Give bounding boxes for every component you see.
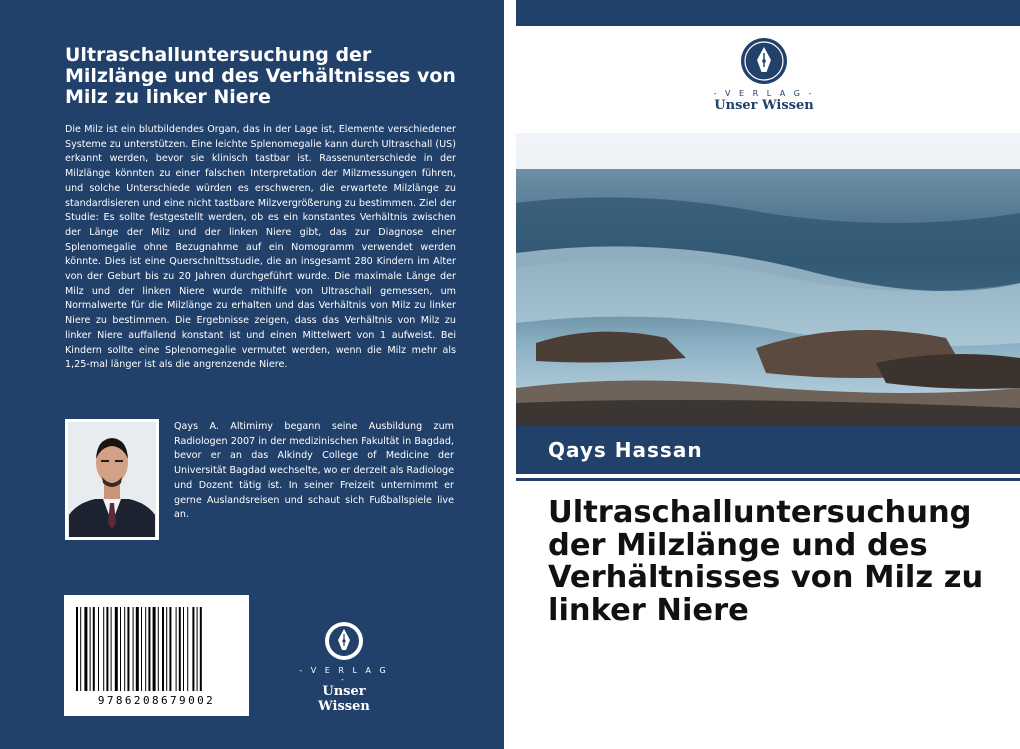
back-publisher-logo [298,620,390,714]
author-band [516,426,1020,474]
spine [504,0,516,749]
verlag-label: - V E R L A G - [713,89,815,98]
author-photo [65,419,159,540]
sea-wave-photo [516,133,1020,426]
divider-rule [516,478,1020,481]
front-top-bar [516,0,1020,26]
back-cover-title: Ultraschalluntersuchung der Milzlänge und des Verhältnisses von Milz zu linker Niere [65,44,456,108]
front-publisher-logo [712,37,816,113]
isbn-barcode [64,595,249,716]
isbn-digits: 9786208679002 [97,694,216,707]
front-cover [516,0,1020,749]
verlag-label: - V E R L A G - [299,666,389,684]
back-cover [0,0,504,749]
publisher-name: Unser Wissen [318,684,370,714]
front-cover-title: Ultraschalluntersuchung der Milzlänge und des Verhältnisses von Milz zu linker Niere [548,495,984,628]
pen-nib-logo-icon [323,620,365,662]
back-cover-blurb: Die Milz ist ein blutbildendes Organ, das in der Lage ist, Elemente verschiedener Systeme zu unterstützen. Eine leichte Splenomegalie kann durch Ultraschall (US) erkannt werden, bevor sie klinisch tastbar ist. Rassenunterschiede in der Milzlänge könnten zu einer falschen Interpretation der Milzmessungen führen, und solche Unterschiede würden es erschweren, die erwartete Milzlänge zu standardisieren und eine nicht tastbare Milzvergrößerung zu bestimmen. Ziel der Studie: Es sollte festgestellt werden, ob es ein konstantes Verhältnis zwischen der Länge der Milz und der linken Niere gibt, das zur Diagnose einer Splenomegalie ohne Bezugnahme auf ein Nomogramm verwendet werden könnte. Dies ist eine Querschnittsstudie, die an insgesamt 280 Kindern im Alter von der Geburt bis zu 20 Jahren durchgeführt wurde. Die maximale Länge der Milz und der linken Niere wurde mithilfe von Ultraschall gemessen, um Normalwerte für die Milzlänge zu erhalten und das Verhältnis von Milz zu linker Niere zu bestimmen. Die Ergebnisse zeigen, dass das Verhältnis von Milz zu linker Niere auffallend konstant ist und einen Mittelwert von 1 aufweist. Bei Kindern sollte eine Splenomegalie vermutet werden, wenn die Milz mehr als 1,25-mal länger ist als die angrenzende Niere. [65,124,456,371]
publisher-name: Unser Wissen [714,98,814,113]
pen-nib-logo-icon [740,37,788,85]
front-author-name: Qays Hassan [548,438,703,462]
author-bio: Qays A. Altimimy begann seine Ausbildung zum Radiologen 2007 in der medizinischen Fakultät in Bagdad, bevor er an das Alkindy College of Medicine der Universität Bagdad wechselte, wo er derzeit als Radiologe und Dozent tätig ist. In seiner Freizeit unternimmt er gerne Auslandsreisen und schaut sich Fußballspiele live an. [174,421,454,521]
